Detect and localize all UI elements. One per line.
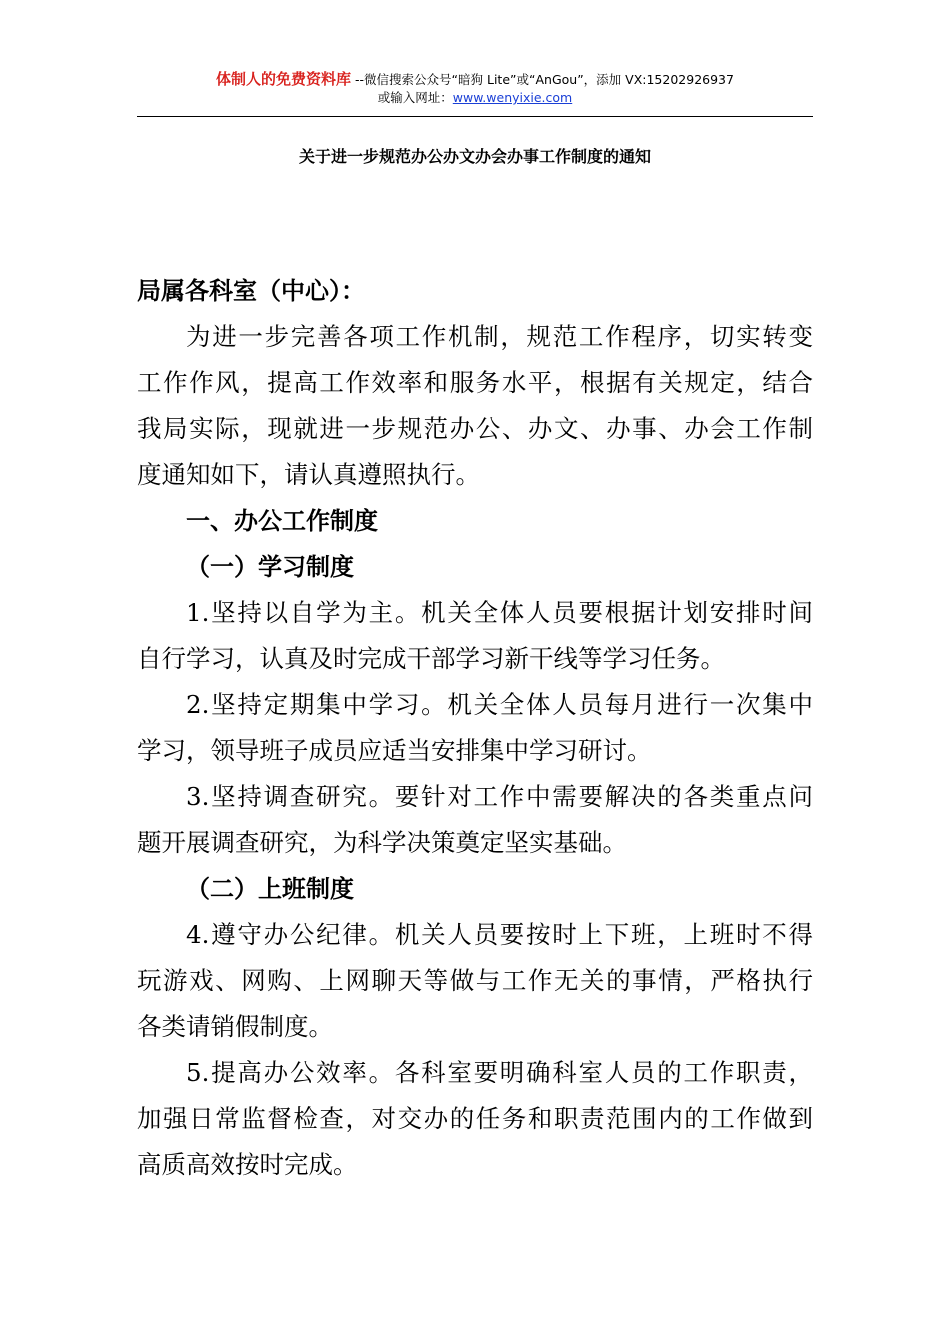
paragraph-line: 3.坚持调查研究。要针对工作中需要解决的各类重点问 [186,782,813,811]
paragraph-line: 高质高效按时完成。 [137,1150,358,1179]
header-line-1 [137,70,813,89]
header-line-2 [137,89,813,106]
paragraph-line: 1.坚持以自学为主。机关全体人员要根据计划安排时间 [186,598,813,627]
paragraph-line: 度通知如下，请认真遵照执行。 [137,460,480,489]
header-url-prefix: 或输入网址： [377,90,453,105]
header-promo: --微信搜索公众号“暗狗 Lite”或“AnGou”，添加 VX:15202926937 [351,72,734,87]
paragraph-line: 我局实际，现就进一步规范办公、办文、办事、办会工作制 [137,414,813,443]
paragraph-line: 2.坚持定期集中学习。机关全体人员每月进行一次集中 [186,690,813,719]
paragraph-line: 题开展调查研究，为科学决策奠定坚实基础。 [137,828,627,857]
paragraph-line: 4.遵守办公纪律。机关人员要按时上下班，上班时不得 [186,920,813,949]
paragraph-line: 自行学习，认真及时完成干部学习新干线等学习任务。 [137,644,725,673]
page-header [137,70,813,106]
header-url-link[interactable]: www.wenyixie.com [452,90,573,105]
paragraph-line: 加强日常监督检查，对交办的任务和职责范围内的工作做到 [137,1104,813,1133]
paragraph-line: 学习，领导班子成员应适当安排集中学习研讨。 [137,736,652,765]
paragraph-line: 各类请销假制度。 [137,1012,333,1041]
paragraph-line: 5.提高办公效率。各科室要明确科室人员的工作职责， [186,1058,813,1087]
paragraph-line: 工作作风，提高工作效率和服务水平，根据有关规定，结合 [137,368,813,397]
paragraph-line: 玩游戏、网购、上网聊天等做与工作无关的事情，严格执行 [137,966,813,995]
header-divider [137,116,813,117]
paragraph-line: 为进一步完善各项工作机制，规范工作程序，切实转变 [186,322,813,351]
section-heading: 一、办公工作制度 [186,507,378,535]
salutation: 局属各科室（中心）： [137,277,365,305]
header-brand: 体制人的免费资料库 [216,70,352,88]
subsection-heading: （二）上班制度 [186,875,354,903]
document-title: 关于进一步规范办公办文办会办事工作制度的通知 [298,147,651,166]
subsection-heading: （一）学习制度 [186,553,354,581]
